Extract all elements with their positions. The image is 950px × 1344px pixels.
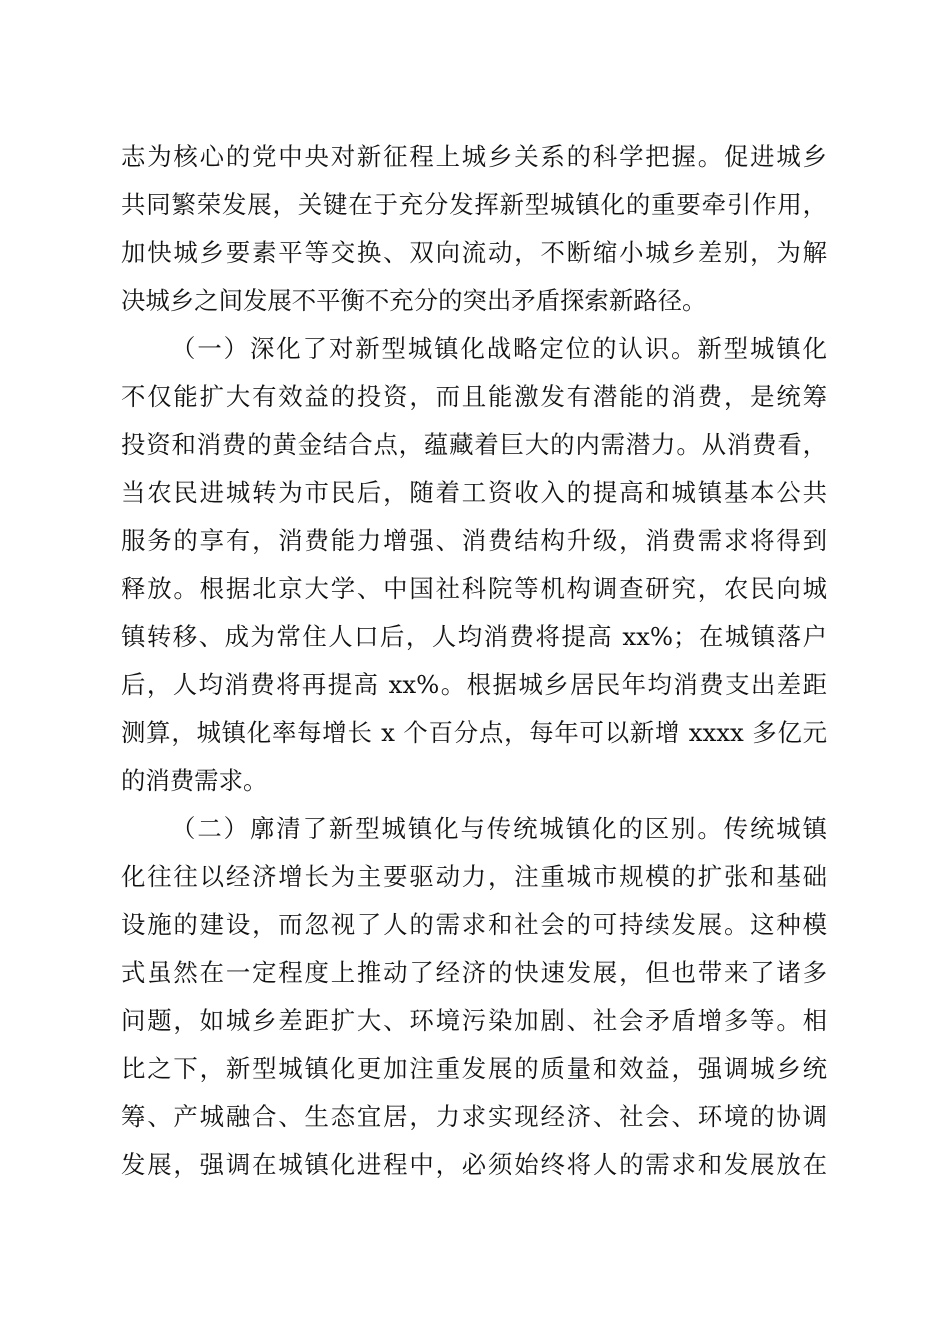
paragraph-line: 问题，如城乡差距扩大、环境污染加剧、社会矛盾增多等。相 <box>121 1006 827 1035</box>
paragraph-line: 当农民进城转为市民后，随着工资收入的提高和城镇基本公共 <box>121 478 827 507</box>
paragraph-line: 不仅能扩大有效益的投资，而且能激发有潜能的消费，是统筹 <box>121 382 827 411</box>
paragraph-line: 设施的建设，而忽视了人的需求和社会的可持续发展。这种模 <box>121 910 827 939</box>
paragraph-line: 测算，城镇化率每增长 x 个百分点，每年可以新增 xxxx 多亿元 <box>121 718 827 747</box>
paragraph-line: 化往往以经济增长为主要驱动力，注重城市规模的扩张和基础 <box>121 862 827 891</box>
paragraph-line: 筹、产城融合、生态宜居，力求实现经济、社会、环境的协调 <box>121 1102 827 1131</box>
paragraph-line: 共同繁荣发展，关键在于充分发挥新型城镇化的重要牵引作用， <box>121 190 827 219</box>
paragraph-line: 式虽然在一定程度上推动了经济的快速发展，但也带来了诸多 <box>121 958 827 987</box>
paragraph-line: 的消费需求。 <box>121 766 268 795</box>
paragraph-line: 后，人均消费将再提高 xx%。根据城乡居民年均消费支出差距 <box>121 670 827 699</box>
section-heading-line: （一）深化了对新型城镇化战略定位的认识。新型城镇化 <box>171 334 827 363</box>
paragraph-line: 投资和消费的黄金结合点，蕴藏着巨大的内需潜力。从消费看， <box>121 430 827 459</box>
paragraph-line: 加快城乡要素平等交换、双向流动，不断缩小城乡差别，为解 <box>121 238 827 267</box>
paragraph-line: 镇转移、成为常住人口后，人均消费将提高 xx%；在城镇落户 <box>121 622 827 651</box>
paragraph-line: 发展，强调在城镇化进程中，必须始终将人的需求和发展放在 <box>121 1150 827 1179</box>
paragraph-line: 释放。根据北京大学、中国社科院等机构调查研究，农民向城 <box>121 574 827 603</box>
section-heading-line: （二）廓清了新型城镇化与传统城镇化的区别。传统城镇 <box>171 814 827 843</box>
paragraph-line: 服务的享有，消费能力增强、消费结构升级，消费需求将得到 <box>121 526 827 555</box>
paragraph-line: 志为核心的党中央对新征程上城乡关系的科学把握。促进城乡 <box>121 142 827 171</box>
paragraph-line: 决城乡之间发展不平衡不充分的突出矛盾探索新路径。 <box>121 286 707 315</box>
paragraph-line: 比之下，新型城镇化更加注重发展的质量和效益，强调城乡统 <box>121 1054 827 1083</box>
